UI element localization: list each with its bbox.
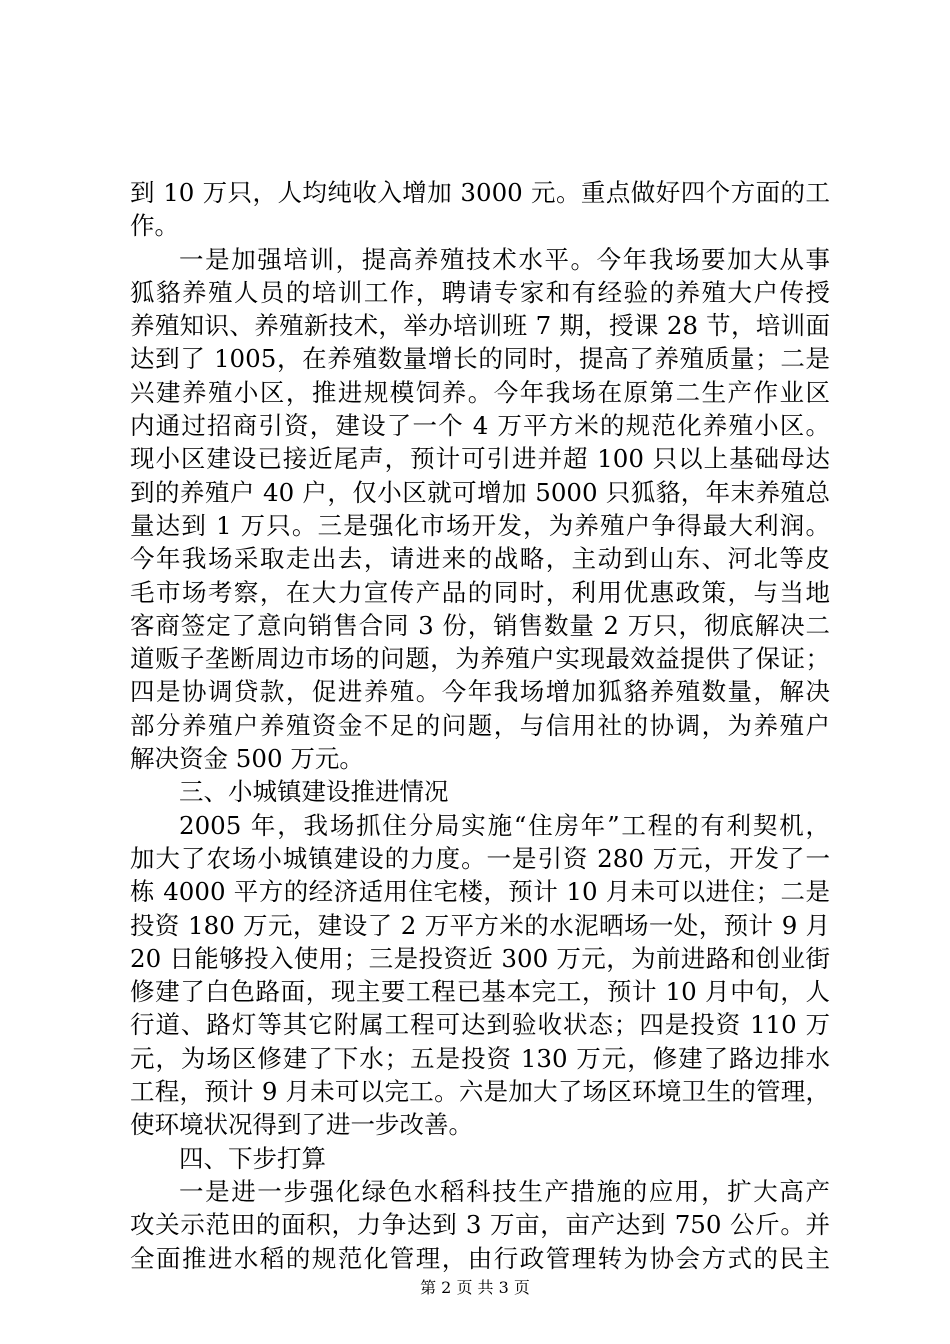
text-line: 修建了白色路面，现主要工程已基本完工，预计 10 月中旬，人 — [130, 977, 830, 1007]
text-line: 养殖知识、养殖新技术，举办培训班 7 期，授课 28 节，培训面 — [130, 311, 830, 341]
text-line: 作。 — [130, 211, 179, 241]
text-line: 加大了农场小城镇建设的力度。一是引资 280 万元，开发了一 — [130, 843, 830, 873]
text-line: 行道、路灯等其它附属工程可达到验收状态；四是投资 110 万 — [130, 1010, 830, 1040]
text-line: 三、小城镇建设推进情况 — [179, 777, 449, 807]
text-line: 到的养殖户 40 户，仅小区就可增加 5000 只狐貉，年末养殖总 — [130, 477, 830, 507]
text-line: 工程，预计 9 月未可以完工。六是加大了场区环境卫生的管理， — [130, 1077, 830, 1107]
text-line: 毛市场考察，在大力宣传产品的同时，利用优惠政策，与当地 — [130, 577, 830, 607]
text-line: 投资 180 万元，建设了 2 万平方米的水泥晒场一处，预计 9 月 — [130, 910, 830, 940]
text-line: 攻关示范田的面积，力争达到 3 万亩，亩产达到 750 公斤。并 — [130, 1210, 830, 1240]
text-line: 2005 年，我场抓住分局实施“住房年”工程的有利契机， — [179, 810, 830, 840]
text-line: 客商签定了意向销售合同 3 份，销售数量 2 万只，彻底解决二 — [130, 610, 830, 640]
text-line: 到 10 万只，人均纯收入增加 3000 元。重点做好四个方面的工 — [130, 178, 830, 207]
text-line: 四是协调贷款，促进养殖。今年我场增加狐貉养殖数量，解决 — [130, 677, 830, 707]
text-line: 一是进一步强化绿色水稻科技生产措施的应用，扩大高产 — [179, 1176, 830, 1206]
text-line: 元，为场区修建了下水；五是投资 130 万元，修建了路边排水 — [130, 1043, 830, 1073]
text-line: 狐貉养殖人员的培训工作，聘请专家和有经验的养殖大户传授 — [130, 277, 830, 307]
text-line: 全面推进水稻的规范化管理，由行政管理转为协会方式的民主 — [130, 1243, 830, 1273]
text-line: 解决资金 500 万元。 — [130, 744, 364, 774]
text-line: 今年我场采取走出去，请进来的战略，主动到山东、河北等皮 — [130, 544, 830, 574]
text-line: 内通过招商引资，建设了一个 4 万平方米的规范化养殖小区。 — [130, 411, 830, 441]
text-line: 道贩子垄断周边市场的问题，为养殖户实现最效益提供了保证； — [130, 644, 830, 674]
text-line: 达到了 1005，在养殖数量增长的同时，提高了养殖质量；二是 — [130, 344, 830, 374]
text-line: 四、下步打算 — [179, 1143, 326, 1173]
text-line: 一是加强培训，提高养殖技术水平。今年我场要加大从事 — [179, 244, 830, 274]
text-line: 量达到 1 万只。三是强化市场开发，为养殖户争得最大利润。 — [130, 510, 830, 540]
document-body — [130, 176, 830, 1275]
text-line: 20 日能够投入使用；三是投资近 300 万元，为前进路和创业街 — [130, 943, 830, 973]
text-line: 兴建养殖小区，推进规模饲养。今年我场在原第二生产作业区 — [130, 377, 830, 407]
text-line: 使环境状况得到了进一步改善。 — [130, 1110, 473, 1140]
text-line: 现小区建设已接近尾声，预计可引进并超 100 只以上基础母达 — [130, 444, 830, 474]
text-line: 部分养殖户养殖资金不足的问题，与信用社的协调，为养殖户 — [130, 710, 830, 740]
page-footer: 第 2 页 共 3 页 — [420, 1278, 530, 1297]
text-line: 栋 4000 平方的经济适用住宅楼，预计 10 月未可以进住；二是 — [130, 877, 830, 907]
